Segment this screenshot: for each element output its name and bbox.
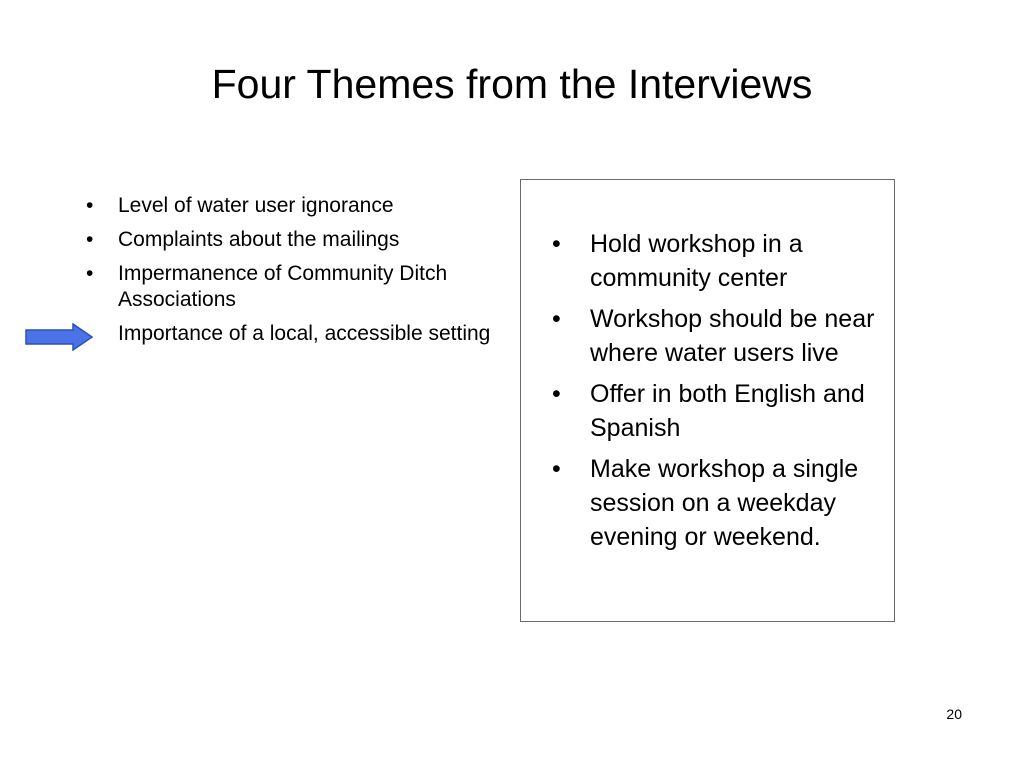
theme-item: [77, 261, 497, 313]
theme-item: [77, 227, 497, 253]
theme-text: Level of water user ignorance: [118, 194, 394, 217]
theme-item-highlighted: [77, 321, 497, 347]
bullet-marker: •: [86, 228, 94, 251]
slide-title: Four Themes from the Interviews: [211, 61, 813, 107]
bullet-marker: •: [552, 380, 561, 408]
bullet-marker: •: [86, 194, 94, 217]
bullet-marker: •: [552, 305, 561, 333]
recommendation-text: Offer in both English and Spanish: [590, 380, 865, 442]
recommendation-item: [549, 452, 894, 554]
theme-text: Importance of a local, accessible setting: [118, 322, 491, 345]
recommendation-item: [549, 302, 894, 370]
themes-list: [77, 193, 497, 355]
bullet-marker: •: [552, 455, 561, 483]
recommendation-item: [549, 227, 894, 295]
right-arrow-icon: [25, 323, 93, 351]
theme-item: [77, 193, 497, 219]
recommendation-text: Make workshop a single session on a weekday evening or weekend.: [590, 455, 859, 551]
recommendations-list: [549, 227, 894, 561]
recommendation-item: [549, 377, 894, 445]
theme-text: Impermanence of Community Ditch Associations: [118, 262, 448, 311]
recommendation-text: Workshop should be near where water users live: [590, 305, 875, 367]
page-number: 20: [946, 706, 962, 722]
theme-text: Complaints about the mailings: [118, 228, 400, 251]
bullet-marker: •: [552, 230, 561, 258]
recommendations-box: [520, 179, 895, 622]
bullet-marker: •: [86, 262, 94, 285]
recommendation-text: Hold workshop in a community center: [590, 230, 803, 292]
